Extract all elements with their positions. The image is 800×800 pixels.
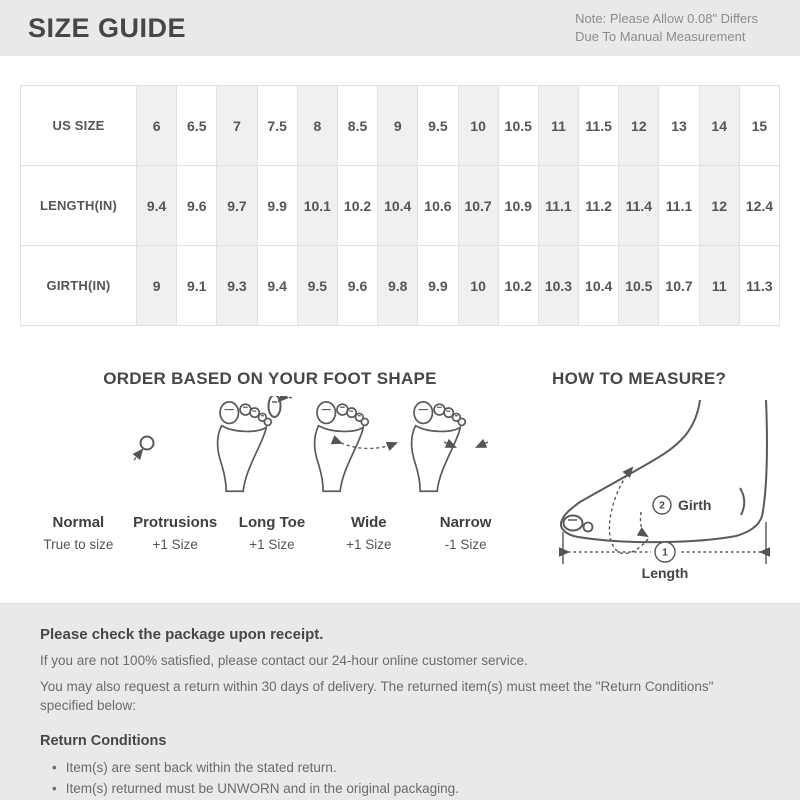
length-label: Length: [641, 565, 689, 581]
toes-detail: [564, 516, 593, 532]
foot-shape-labels: [30, 514, 514, 552]
size-table-cell: 10.2: [498, 246, 538, 326]
size-table-cell: 10.9: [498, 166, 538, 246]
foot-shape-advice: +1 Size: [152, 537, 198, 552]
size-table-cell: 10.2: [337, 166, 377, 246]
size-table-cell: 10.5: [498, 86, 538, 166]
size-table-cell: 6.5: [177, 86, 217, 166]
size-table-cell: 11.2: [579, 166, 619, 246]
foot-shape-advice: -1 Size: [444, 537, 487, 552]
foot-shape-label-normal: [30, 514, 127, 552]
size-table-cell: 11.3: [739, 246, 779, 326]
girth-label: Girth: [678, 497, 712, 513]
size-table-row: [21, 246, 780, 326]
satisfaction-line: If you are not 100% satisfied, please contact our 24-hour online customer service.: [40, 653, 528, 668]
foot-shape-title: ORDER BASED ON YOUR FOOT SHAPE: [103, 369, 437, 388]
size-table-row: [21, 86, 780, 166]
size-table-cell: 14: [699, 86, 739, 166]
foot-shape-label-long-toe: [224, 514, 321, 552]
size-table-row-label: GIRTH(IN): [21, 246, 137, 326]
length-measure-line: [563, 522, 766, 581]
foot-shape-name: Normal: [52, 514, 105, 531]
return-window-line: You may also request a return within 30 days of delivery. The returned item(s) must meet the "Return Conditions": [40, 678, 714, 694]
foot-shape-advice: True to size: [43, 537, 114, 552]
foot-shape-name: Protrusions: [133, 514, 218, 531]
size-table-cell: 11.1: [659, 166, 699, 246]
foot-shape-name: Wide: [350, 514, 387, 531]
size-table-row-label: LENGTH(IN): [21, 166, 137, 246]
size-table-cell: 12.4: [739, 166, 779, 246]
girth-number: 2: [659, 500, 665, 512]
size-table-cell: 9.5: [297, 246, 337, 326]
size-table-cell: 11: [699, 246, 739, 326]
return-conditions-heading: Return Conditions: [40, 732, 167, 749]
size-table-cell: 12: [699, 166, 739, 246]
measurement-note-line1: Note: Please Allow 0.08" Differs: [575, 10, 758, 26]
size-table-cell: 10: [458, 246, 498, 326]
measurement-note-line2: Due To Manual Measurement: [575, 29, 746, 44]
foot-normal-icon: [217, 402, 271, 491]
size-table: [20, 85, 780, 326]
size-table-cell: 8.5: [337, 86, 377, 166]
size-table-cell: 11.5: [579, 86, 619, 166]
size-table-cell: 10.7: [458, 166, 498, 246]
size-table-cell: 9.1: [177, 246, 217, 326]
foot-shape-advice: +1 Size: [249, 537, 295, 552]
size-table-cell: 9.6: [177, 166, 217, 246]
package-check-heading: Please check the package upon receipt.: [40, 626, 324, 643]
size-table-cell: 15: [739, 86, 779, 166]
size-table-cell: 10.4: [579, 246, 619, 326]
foot-long-toe-icon: [269, 396, 466, 491]
size-table-cell: 10.6: [418, 166, 458, 246]
size-table-cell: 10.3: [538, 246, 578, 326]
foot-shape-advice: +1 Size: [346, 537, 392, 552]
size-table-row: [21, 166, 780, 246]
return-policy-section: [0, 603, 800, 800]
size-table-cell: 9.9: [418, 246, 458, 326]
size-table-cell: 10: [458, 86, 498, 166]
length-number: 1: [662, 547, 668, 559]
size-table-cell: 9.5: [418, 86, 458, 166]
size-table-cell: 9.3: [217, 246, 257, 326]
size-table-row-label: US SIZE: [21, 86, 137, 166]
size-table-cell: 8: [297, 86, 337, 166]
size-table-cell: 6: [137, 86, 177, 166]
size-table-cell: 13: [659, 86, 699, 166]
measurement-note: [575, 10, 758, 46]
size-table-cell: 9.4: [257, 246, 297, 326]
size-table-cell: 11: [538, 86, 578, 166]
size-table-cell: 10.5: [619, 246, 659, 326]
page-title: SIZE GUIDE: [28, 12, 187, 43]
size-table-cell: 9: [378, 86, 418, 166]
foot-shape-label-wide: [320, 514, 417, 552]
foot-shape-label-narrow: [417, 514, 514, 552]
size-table-cell: 9: [137, 246, 177, 326]
size-table-cell: 11.4: [619, 166, 659, 246]
foot-shape-name: Narrow: [439, 514, 492, 531]
size-table-cell: 9.4: [137, 166, 177, 246]
specified-below-line: specified below:: [40, 697, 137, 713]
size-table-cell: 7.5: [257, 86, 297, 166]
size-table-cell: 9.7: [217, 166, 257, 246]
size-table-cell: 10.4: [378, 166, 418, 246]
foot-shape-name: Long Toe: [238, 514, 306, 531]
foot-shape-label-protrusions: [127, 514, 224, 552]
size-table-cell: 7: [217, 86, 257, 166]
how-to-measure-title: HOW TO MEASURE?: [552, 369, 727, 388]
size-table-cell: 10.1: [297, 166, 337, 246]
return-conditions-list: [40, 758, 760, 800]
header-band: [0, 0, 800, 56]
foot-shapes-figure: [30, 396, 514, 508]
return-condition-item: • Item(s) returned must be UNWORN and in the original packaging.: [52, 779, 760, 800]
size-table-cell: 12: [619, 86, 659, 166]
size-table-cell: 9.8: [378, 246, 418, 326]
size-table-cell: 9.6: [337, 246, 377, 326]
measure-foot-figure: [548, 392, 793, 582]
size-table-cell: 11.1: [538, 166, 578, 246]
return-condition-item: • Item(s) are sent back within the stated return.: [52, 758, 760, 779]
size-table-cell: 9.9: [257, 166, 297, 246]
size-table-cell: 10.7: [659, 246, 699, 326]
size-table-body: [21, 86, 780, 326]
